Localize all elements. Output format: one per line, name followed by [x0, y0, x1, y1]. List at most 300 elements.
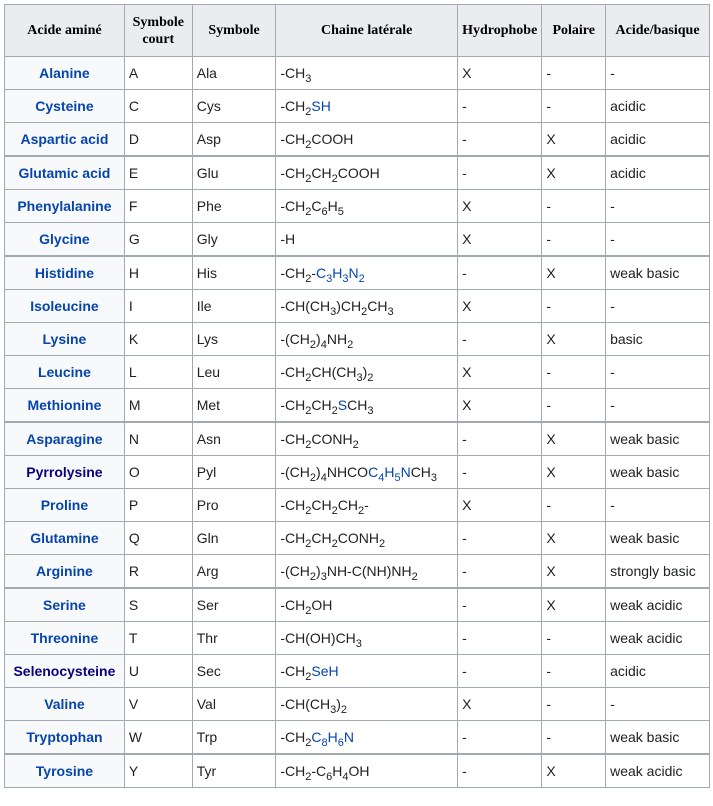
amino-acid-name-link[interactable]: Tyrosine — [5, 754, 125, 788]
side-chain-link-part[interactable]: 3 — [326, 273, 333, 285]
side-chain-cell — [276, 57, 458, 90]
side-chain-link-part[interactable]: 5 — [394, 472, 401, 484]
symbol-cell: Ser — [192, 588, 276, 622]
symbol-cell: Pro — [192, 489, 276, 522]
polar-cell: X — [542, 522, 606, 555]
table-row — [5, 123, 710, 157]
side-chain-cell — [276, 223, 458, 257]
table-row — [5, 156, 710, 190]
symbol-cell: Gly — [192, 223, 276, 257]
table-row — [5, 422, 710, 456]
table-row — [5, 57, 710, 90]
side-chain-link-part[interactable]: 3 — [342, 273, 349, 285]
header-hydrophobic: Hydrophobe — [458, 5, 542, 57]
side-chain-link-part[interactable]: C — [311, 729, 322, 745]
table-row — [5, 389, 710, 423]
polar-cell: - — [542, 290, 606, 323]
side-chain-part: -CH — [280, 397, 306, 413]
side-chain-part: CH — [311, 165, 332, 181]
hydrophobic-cell: X — [458, 223, 542, 257]
polar-cell: X — [542, 754, 606, 788]
side-chain-part: 2 — [305, 106, 312, 118]
side-chain-part: -CH — [280, 364, 306, 380]
side-chain-part: -(CH — [280, 331, 310, 347]
hydrophobic-cell: - — [458, 90, 542, 123]
side-chain-cell — [276, 190, 458, 223]
side-chain-part: -CH — [280, 497, 306, 513]
polar-cell: X — [542, 422, 606, 456]
side-chain-cell — [276, 754, 458, 788]
side-chain-cell — [276, 588, 458, 622]
side-chain-part: 2 — [411, 571, 418, 583]
hydrophobic-cell: - — [458, 555, 542, 589]
short-symbol-cell: E — [124, 156, 192, 190]
polar-cell: X — [542, 588, 606, 622]
acid-basic-cell: acidic — [606, 90, 710, 123]
symbol-cell: Sec — [192, 655, 276, 688]
short-symbol-cell: O — [124, 456, 192, 489]
side-chain-part: 4 — [320, 339, 327, 351]
amino-acid-name-link[interactable]: Asparagine — [5, 422, 125, 456]
acid-basic-cell: - — [606, 389, 710, 423]
side-chain-part: 2 — [305, 505, 312, 517]
short-symbol-cell: T — [124, 622, 192, 655]
amino-acid-name-link[interactable]: Serine — [5, 588, 125, 622]
side-chain-part: 6 — [321, 206, 328, 218]
short-symbol-cell: R — [124, 555, 192, 589]
hydrophobic-cell: - — [458, 156, 542, 190]
side-chain-part: 2 — [309, 472, 317, 484]
side-chain-part: -CH(OH)CH — [280, 630, 356, 646]
hydrophobic-cell: X — [458, 190, 542, 223]
table-row — [5, 721, 710, 755]
polar-cell: - — [542, 223, 606, 257]
side-chain-part: CH — [347, 397, 368, 413]
polar-cell: - — [542, 356, 606, 389]
acid-basic-cell: weak acidic — [606, 622, 710, 655]
table-row — [5, 456, 710, 489]
side-chain-part: ) — [316, 563, 321, 579]
table-row — [5, 489, 710, 522]
table-row — [5, 90, 710, 123]
side-chain-part: OH — [311, 597, 333, 613]
side-chain-part: 3 — [330, 306, 337, 318]
side-chain-part: 3 — [330, 704, 337, 716]
polar-cell: - — [542, 721, 606, 755]
polar-cell: X — [542, 456, 606, 489]
side-chain-part: C — [311, 198, 322, 214]
side-chain-part: 2 — [352, 439, 359, 451]
table-row — [5, 688, 710, 721]
side-chain-link-part[interactable]: C — [368, 464, 379, 480]
acid-basic-cell: strongly basic — [606, 555, 710, 589]
symbol-cell: Leu — [192, 356, 276, 389]
symbol-cell: His — [192, 256, 276, 290]
table-row — [5, 223, 710, 257]
side-chain-link-part[interactable]: C — [316, 265, 327, 281]
side-chain-link-part[interactable]: N — [343, 729, 354, 745]
acid-basic-cell: - — [606, 489, 710, 522]
header-side-chain: Chaine latérale — [276, 5, 458, 57]
side-chain-part: 2 — [305, 273, 312, 285]
table-row — [5, 622, 710, 655]
side-chain-link-part[interactable]: N — [400, 464, 411, 480]
symbol-cell: Trp — [192, 721, 276, 755]
side-chain-part: 4 — [342, 771, 349, 783]
short-symbol-cell: F — [124, 190, 192, 223]
header-amino-acid: Acide aminé — [5, 5, 125, 57]
polar-cell: X — [542, 256, 606, 290]
side-chain-part: -CH — [280, 763, 306, 779]
side-chain-cell — [276, 622, 458, 655]
side-chain-part: 6 — [326, 771, 333, 783]
polar-cell: X — [542, 555, 606, 589]
side-chain-cell — [276, 422, 458, 456]
side-chain-part: CONH — [311, 431, 353, 447]
side-chain-part: 2 — [305, 771, 312, 783]
polar-cell: - — [542, 489, 606, 522]
header-polar: Polaire — [542, 5, 606, 57]
side-chain-part: 2 — [305, 538, 312, 550]
side-chain-link-part[interactable]: H — [332, 265, 343, 281]
side-chain-link-part[interactable]: 4 — [378, 472, 385, 484]
table-body — [5, 57, 710, 788]
short-symbol-cell: K — [124, 323, 192, 356]
side-chain-part: 2 — [340, 704, 348, 716]
side-chain-part: )CH — [336, 298, 362, 314]
amino-acid-name-link[interactable]: Phenylalanine — [5, 190, 125, 223]
table-row — [5, 290, 710, 323]
short-symbol-cell: C — [124, 90, 192, 123]
hydrophobic-cell: X — [458, 290, 542, 323]
side-chain-part: ) — [336, 696, 341, 712]
short-symbol-cell: I — [124, 290, 192, 323]
short-symbol-cell: Q — [124, 522, 192, 555]
hydrophobic-cell: - — [458, 522, 542, 555]
side-chain-part: -CH(CH — [280, 696, 331, 712]
table-row — [5, 522, 710, 555]
side-chain-cell — [276, 123, 458, 157]
side-chain-part: 2 — [305, 737, 312, 749]
acid-basic-cell: - — [606, 223, 710, 257]
side-chain-link-part[interactable]: N — [348, 265, 359, 281]
hydrophobic-cell: - — [458, 754, 542, 788]
side-chain-cell — [276, 90, 458, 123]
short-symbol-cell: A — [124, 57, 192, 90]
short-symbol-cell: W — [124, 721, 192, 755]
side-chain-part: -CH — [280, 530, 306, 546]
acid-basic-cell: - — [606, 688, 710, 721]
acid-basic-cell: weak basic — [606, 256, 710, 290]
short-symbol-cell: U — [124, 655, 192, 688]
side-chain-cell — [276, 655, 458, 688]
symbol-cell: Ala — [192, 57, 276, 90]
header-row — [5, 5, 710, 57]
polar-cell: - — [542, 688, 606, 721]
side-chain-part: -CH — [280, 165, 306, 181]
side-chain-part: H — [332, 763, 343, 779]
polar-cell: - — [542, 622, 606, 655]
side-chain-part: 2 — [305, 173, 312, 185]
amino-acid-name-link[interactable]: Glutamic acid — [5, 156, 125, 190]
symbol-cell: Asn — [192, 422, 276, 456]
side-chain-part: -H — [280, 231, 296, 247]
hydrophobic-cell: X — [458, 389, 542, 423]
polar-cell: - — [542, 90, 606, 123]
side-chain-link-part[interactable]: H — [384, 464, 395, 480]
amino-acid-name-link[interactable]: Proline — [5, 489, 125, 522]
short-symbol-cell: Y — [124, 754, 192, 788]
side-chain-part: 2 — [305, 671, 312, 683]
side-chain-link-part[interactable]: 2 — [358, 273, 365, 285]
side-chain-cell — [276, 721, 458, 755]
side-chain-cell — [276, 156, 458, 190]
side-chain-part: 2 — [361, 306, 368, 318]
side-chain-cell — [276, 555, 458, 589]
amino-acid-table — [4, 4, 710, 788]
side-chain-cell — [276, 323, 458, 356]
symbol-cell: Gln — [192, 522, 276, 555]
polar-cell: X — [542, 123, 606, 157]
side-chain-part: ) — [316, 464, 321, 480]
side-chain-part: COOH — [311, 131, 354, 147]
side-chain-part: 2 — [305, 439, 312, 451]
symbol-cell: Cys — [192, 90, 276, 123]
polar-cell: - — [542, 655, 606, 688]
acid-basic-cell: - — [606, 290, 710, 323]
short-symbol-cell: S — [124, 588, 192, 622]
side-chain-part: -CH — [280, 729, 306, 745]
amino-acid-name-link[interactable]: Glycine — [5, 223, 125, 257]
side-chain-part: 2 — [305, 405, 312, 417]
amino-acid-name-link[interactable]: Alanine — [5, 57, 125, 90]
side-chain-part: 3 — [387, 306, 394, 318]
side-chain-cell — [276, 256, 458, 290]
side-chain-part: CH — [337, 497, 358, 513]
hydrophobic-cell: - — [458, 721, 542, 755]
short-symbol-cell: V — [124, 688, 192, 721]
side-chain-part: 3 — [320, 571, 327, 583]
side-chain-link-part[interactable]: SeH — [311, 663, 339, 679]
hydrophobic-cell: - — [458, 588, 542, 622]
acid-basic-cell: weak acidic — [606, 588, 710, 622]
table-row — [5, 323, 710, 356]
amino-acid-name-link[interactable]: Pyrrolysine — [5, 456, 125, 489]
side-chain-part: 3 — [430, 472, 438, 484]
short-symbol-cell: H — [124, 256, 192, 290]
table-row — [5, 655, 710, 688]
symbol-cell: Val — [192, 688, 276, 721]
table-row — [5, 356, 710, 389]
amino-acid-name-link[interactable]: Threonine — [5, 622, 125, 655]
side-chain-cell — [276, 522, 458, 555]
amino-acid-name-link[interactable]: Tryptophan — [5, 721, 125, 755]
amino-acid-name-link[interactable]: Isoleucine — [5, 290, 125, 323]
acid-basic-cell: - — [606, 190, 710, 223]
side-chain-part: CONH — [337, 530, 379, 546]
amino-acid-name-link[interactable]: Histidine — [5, 256, 125, 290]
short-symbol-cell: M — [124, 389, 192, 423]
side-chain-part: -CH — [280, 431, 306, 447]
amino-acid-name-link[interactable]: Lysine — [5, 323, 125, 356]
side-chain-part: -CH(CH — [280, 298, 331, 314]
hydrophobic-cell: - — [458, 422, 542, 456]
short-symbol-cell: G — [124, 223, 192, 257]
side-chain-part: -(CH — [280, 563, 310, 579]
side-chain-part: 2 — [305, 605, 312, 617]
table-row — [5, 754, 710, 788]
header-acid-basic: Acide/basique — [606, 5, 710, 57]
side-chain-part: 2 — [347, 339, 354, 351]
header-short-symbol: Symbole court — [124, 5, 192, 57]
side-chain-part: 2 — [305, 139, 312, 151]
polar-cell: X — [542, 156, 606, 190]
side-chain-part: OH — [348, 763, 370, 779]
short-symbol-cell: N — [124, 422, 192, 456]
side-chain-part: CH — [410, 464, 431, 480]
short-symbol-cell: L — [124, 356, 192, 389]
side-chain-part: 2 — [305, 206, 312, 218]
side-chain-part: COOH — [337, 165, 380, 181]
side-chain-part: -CH — [280, 198, 306, 214]
acid-basic-cell: acidic — [606, 156, 710, 190]
amino-acid-name-link[interactable]: Aspartic acid — [5, 123, 125, 157]
symbol-cell: Arg — [192, 555, 276, 589]
amino-acid-name-link[interactable]: Glutamine — [5, 522, 125, 555]
side-chain-part: 2 — [378, 538, 386, 550]
table-row — [5, 256, 710, 290]
acid-basic-cell: weak basic — [606, 522, 710, 555]
polar-cell: - — [542, 57, 606, 90]
symbol-cell: Phe — [192, 190, 276, 223]
symbol-cell: Asp — [192, 123, 276, 157]
side-chain-part: 5 — [337, 206, 344, 218]
side-chain-part: 2 — [367, 372, 374, 384]
side-chain-part: -CH — [280, 663, 306, 679]
acid-basic-cell: - — [606, 57, 710, 90]
side-chain-link-part[interactable]: 8 — [321, 737, 328, 749]
side-chain-part: CH — [367, 298, 388, 314]
side-chain-part: 2 — [309, 571, 317, 583]
header-symbol: Symbole — [192, 5, 276, 57]
amino-acid-name-link[interactable]: Arginine — [5, 555, 125, 589]
hydrophobic-cell: - — [458, 655, 542, 688]
amino-acid-name-link[interactable]: Leucine — [5, 356, 125, 389]
side-chain-part: - — [311, 265, 317, 281]
side-chain-part: 2 — [305, 372, 312, 384]
side-chain-cell — [276, 489, 458, 522]
symbol-cell: Lys — [192, 323, 276, 356]
side-chain-cell — [276, 356, 458, 389]
hydrophobic-cell: - — [458, 123, 542, 157]
symbol-cell: Glu — [192, 156, 276, 190]
side-chain-part: H — [327, 198, 338, 214]
hydrophobic-cell: - — [458, 622, 542, 655]
side-chain-part: ) — [316, 331, 321, 347]
hydrophobic-cell: X — [458, 57, 542, 90]
amino-acid-name-link[interactable]: Cysteine — [5, 90, 125, 123]
hydrophobic-cell: - — [458, 256, 542, 290]
side-chain-part: ) — [362, 364, 368, 380]
side-chain-part: -CH — [280, 131, 306, 147]
acid-basic-cell: weak basic — [606, 721, 710, 755]
side-chain-part: 3 — [305, 73, 312, 85]
acid-basic-cell: weak basic — [606, 422, 710, 456]
side-chain-part: 3 — [355, 638, 362, 650]
polar-cell: - — [542, 190, 606, 223]
side-chain-part: -CH — [280, 597, 306, 613]
acid-basic-cell: basic — [606, 323, 710, 356]
side-chain-cell — [276, 389, 458, 423]
side-chain-part: CH — [311, 397, 332, 413]
acid-basic-cell: - — [606, 356, 710, 389]
symbol-cell: Ile — [192, 290, 276, 323]
side-chain-cell — [276, 688, 458, 721]
side-chain-part: 4 — [320, 472, 327, 484]
side-chain-part: -(CH — [280, 464, 310, 480]
polar-cell: X — [542, 323, 606, 356]
side-chain-part: NH — [326, 331, 348, 347]
side-chain-cell — [276, 456, 458, 489]
side-chain-link-part[interactable]: 6 — [337, 737, 344, 749]
table-row — [5, 190, 710, 223]
side-chain-cell — [276, 290, 458, 323]
hydrophobic-cell: X — [458, 356, 542, 389]
symbol-cell: Met — [192, 389, 276, 423]
side-chain-part: CH(CH — [311, 364, 357, 380]
side-chain-part: 3 — [356, 372, 363, 384]
side-chain-link-part[interactable]: S — [337, 397, 348, 413]
amino-acid-name-link[interactable]: Valine — [5, 688, 125, 721]
side-chain-part: -CH — [280, 65, 306, 81]
amino-acid-name-link[interactable]: Methionine — [5, 389, 125, 423]
hydrophobic-cell: X — [458, 688, 542, 721]
acid-basic-cell: weak acidic — [606, 754, 710, 788]
acid-basic-cell: weak basic — [606, 456, 710, 489]
side-chain-part: 2 — [331, 505, 338, 517]
hydrophobic-cell: X — [458, 489, 542, 522]
symbol-cell: Thr — [192, 622, 276, 655]
side-chain-part: NH-C(NH)NH — [326, 563, 412, 579]
side-chain-part: 3 — [367, 405, 374, 417]
acid-basic-cell: acidic — [606, 655, 710, 688]
side-chain-part: -CH — [280, 98, 306, 114]
hydrophobic-cell: - — [458, 323, 542, 356]
side-chain-part: -C — [311, 763, 327, 779]
table-row — [5, 555, 710, 589]
side-chain-part: 2 — [331, 405, 338, 417]
amino-acid-name-link[interactable]: Selenocysteine — [5, 655, 125, 688]
polar-cell: - — [542, 389, 606, 423]
side-chain-part: 2 — [331, 538, 338, 550]
side-chain-part: NHCO — [326, 464, 369, 480]
side-chain-part: CH — [311, 497, 332, 513]
side-chain-part: CH — [311, 530, 332, 546]
hydrophobic-cell: - — [458, 456, 542, 489]
side-chain-link-part[interactable]: H — [327, 729, 338, 745]
symbol-cell: Tyr — [192, 754, 276, 788]
acid-basic-cell: acidic — [606, 123, 710, 157]
short-symbol-cell: P — [124, 489, 192, 522]
side-chain-part: - — [364, 497, 369, 513]
side-chain-part: 2 — [357, 505, 365, 517]
side-chain-link-part[interactable]: SH — [311, 98, 331, 114]
table-row — [5, 588, 710, 622]
side-chain-part: 2 — [309, 339, 317, 351]
short-symbol-cell: D — [124, 123, 192, 157]
side-chain-part: 2 — [331, 173, 338, 185]
side-chain-part: -CH — [280, 265, 306, 281]
